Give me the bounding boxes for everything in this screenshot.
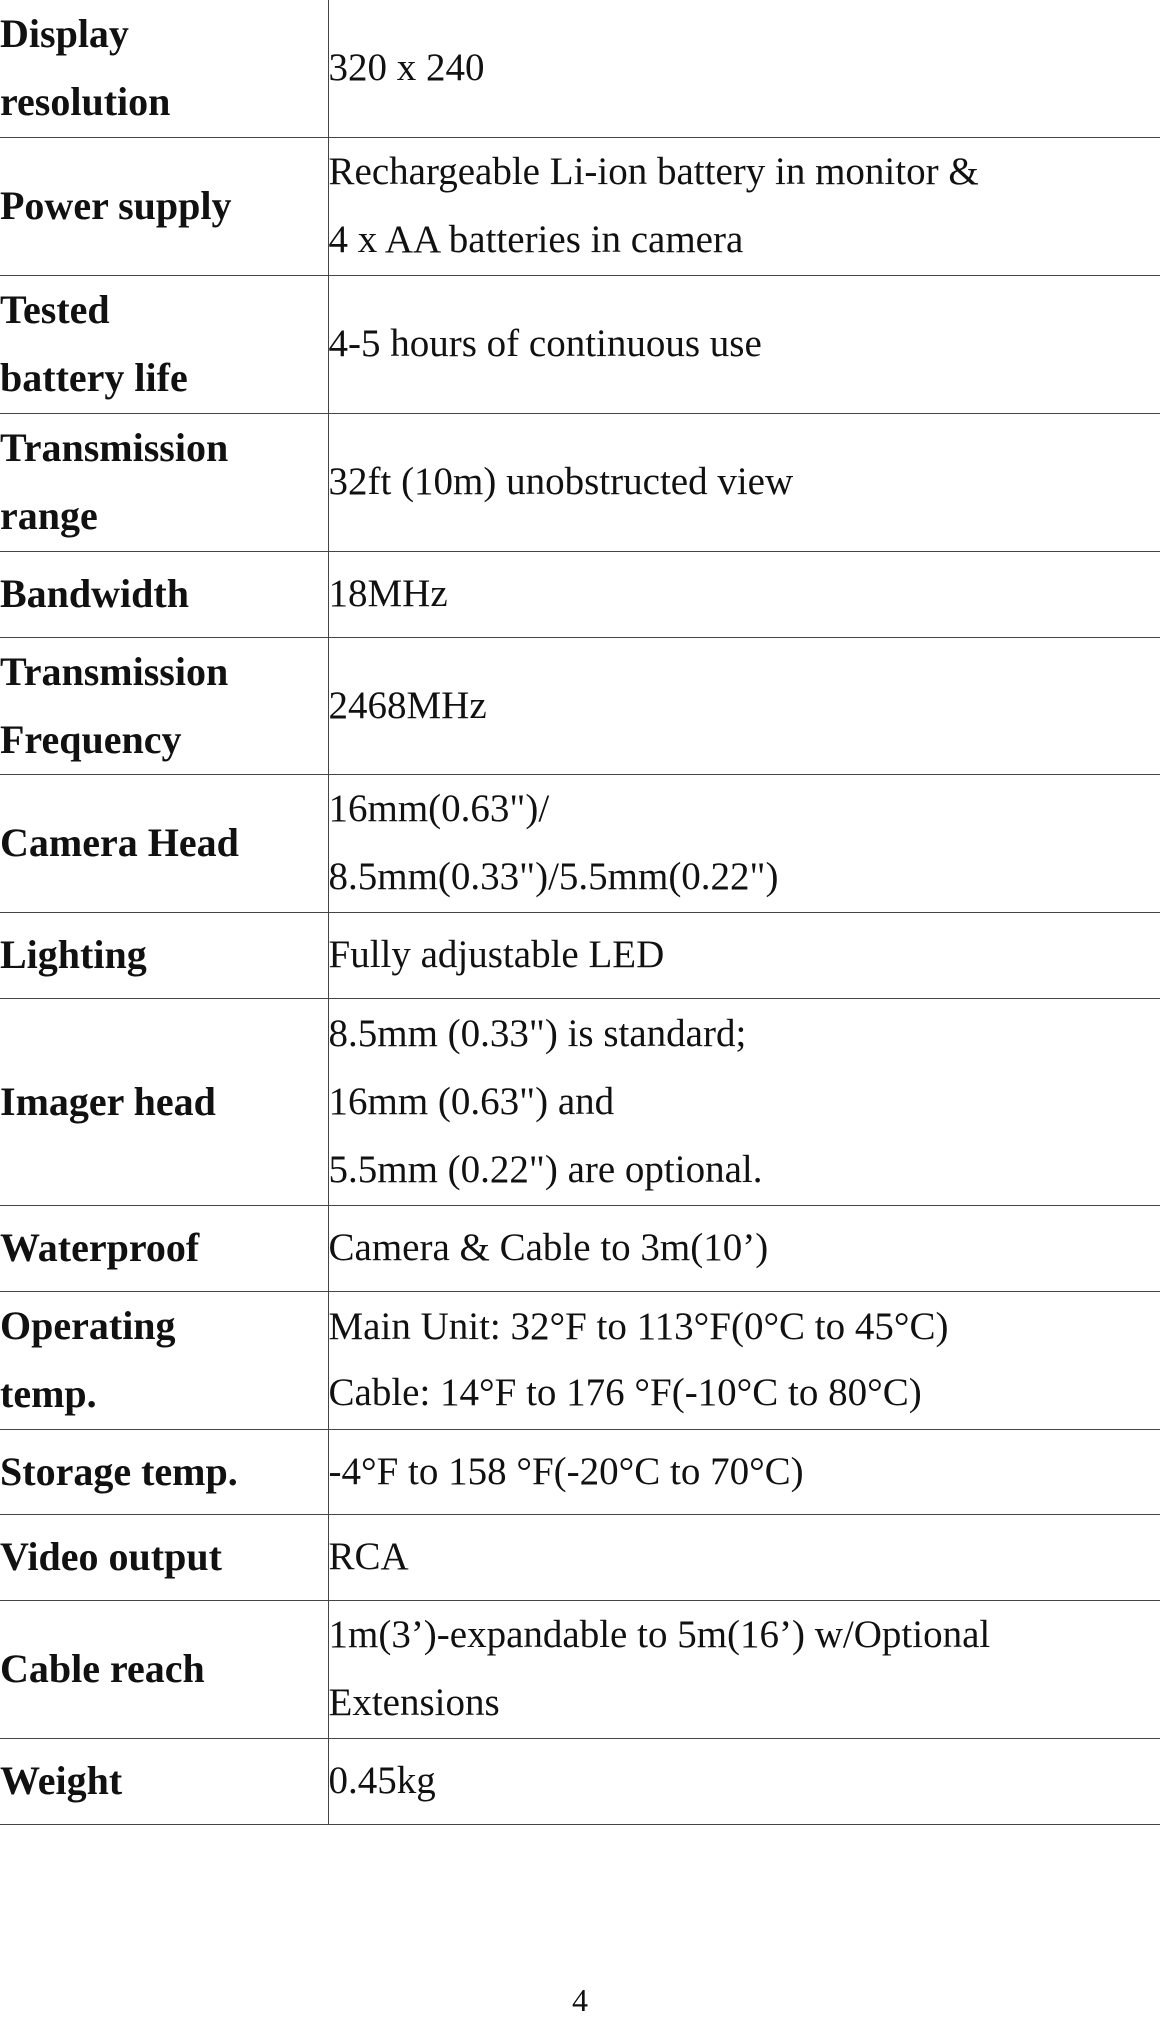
page-number: 4 xyxy=(572,1982,588,2018)
spec-value: 320 x 240 xyxy=(328,0,1160,137)
spec-row-waterproof xyxy=(0,1205,1160,1291)
spec-label: Storage temp. xyxy=(0,1429,328,1514)
spec-value: RCA xyxy=(328,1514,1160,1600)
spec-value: 32ft (10m) unobstructed view xyxy=(328,413,1160,551)
spec-value: 16mm(0.63")/ 8.5mm(0.33")/5.5mm(0.22") xyxy=(328,774,1160,912)
spec-value: 4-5 hours of continuous use xyxy=(328,275,1160,413)
spec-value: Main Unit: 32°F to 113°F(0°C to 45°C) Cable: 14°F to 176 °F(-10°C to 80°C) xyxy=(328,1291,1160,1429)
spec-label: Imager head xyxy=(0,998,328,1205)
spec-value: 0.45kg xyxy=(328,1738,1160,1824)
spec-label: Transmission Frequency xyxy=(0,637,328,774)
spec-value: Fully adjustable LED xyxy=(328,912,1160,998)
spec-row-weight xyxy=(0,1738,1160,1824)
spec-value: 8.5mm (0.33") is standard; 16mm (0.63") and 5.5mm (0.22") are optional. xyxy=(328,998,1160,1205)
spec-value: Rechargeable Li-ion battery in monitor & 4 x AA batteries in camera xyxy=(328,137,1160,275)
spec-label: Transmission range xyxy=(0,413,328,551)
spec-label: Bandwidth xyxy=(0,551,328,637)
spec-value: 18MHz xyxy=(328,551,1160,637)
spec-label: Video output xyxy=(0,1514,328,1600)
spec-value: -4°F to 158 °F(-20°C to 70°C) xyxy=(328,1429,1160,1514)
spec-row-storage-temp xyxy=(0,1429,1160,1514)
spec-row-camera-head xyxy=(0,774,1160,912)
spec-row-video-output xyxy=(0,1514,1160,1600)
spec-row-tested-battery-life xyxy=(0,275,1160,413)
spec-value: 1m(3’)-expandable to 5m(16’) w/Optional Extensions xyxy=(328,1600,1160,1738)
spec-value: 2468MHz xyxy=(328,637,1160,774)
spec-value: Camera & Cable to 3m(10’) xyxy=(328,1205,1160,1291)
spec-row-imager-head xyxy=(0,998,1160,1205)
spec-label: Waterproof xyxy=(0,1205,328,1291)
spec-label: Operating temp. xyxy=(0,1291,328,1429)
spec-label: Tested battery life xyxy=(0,275,328,413)
spec-label: Lighting xyxy=(0,912,328,998)
spec-row-display-resolution xyxy=(0,0,1160,137)
spec-label: Display resolution xyxy=(0,0,328,137)
spec-row-bandwidth xyxy=(0,551,1160,637)
spec-label: Cable reach xyxy=(0,1600,328,1738)
spec-row-transmission-range xyxy=(0,413,1160,551)
spec-row-lighting xyxy=(0,912,1160,998)
spec-label: Camera Head xyxy=(0,774,328,912)
spec-row-cable-reach xyxy=(0,1600,1160,1738)
spec-label: Power supply xyxy=(0,137,328,275)
spec-row-operating-temp xyxy=(0,1291,1160,1429)
spec-row-power-supply xyxy=(0,137,1160,275)
spec-row-transmission-frequency xyxy=(0,637,1160,774)
spec-label: Weight xyxy=(0,1738,328,1824)
